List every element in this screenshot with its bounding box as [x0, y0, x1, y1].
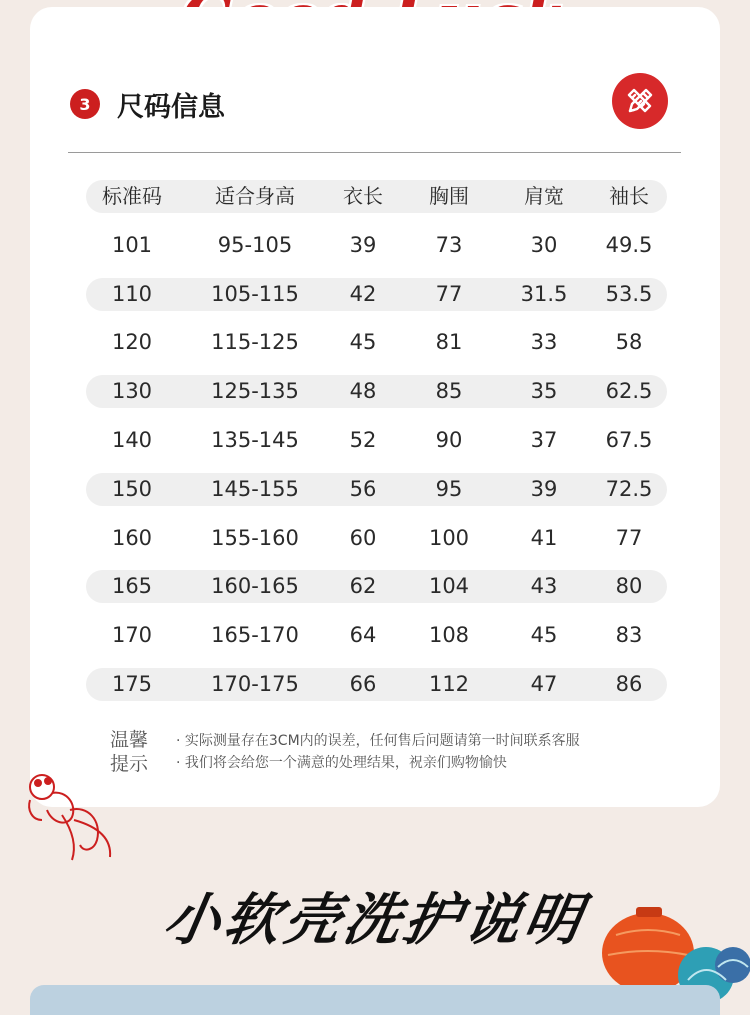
table-row [86, 570, 667, 603]
table-cell: 155-160 [211, 525, 299, 550]
table-cell: 77 [435, 281, 463, 306]
table-cell: 115-125 [211, 330, 299, 355]
table-cell: 31.5 [520, 281, 568, 306]
table-cell: 39 [349, 232, 377, 257]
header-cell: 肩宽 [524, 184, 564, 208]
table-cell: 45 [530, 623, 558, 648]
table-cell: 110 [111, 281, 153, 306]
table-cell: 83 [615, 623, 643, 648]
tip-item: · 实际测量存在3CM内的误差，任何售后问题请第一时间联系客服 [176, 733, 580, 749]
goldfish-illustration [22, 765, 122, 869]
table-cell: 73 [435, 232, 463, 257]
size-table [86, 180, 667, 717]
table-cell: 80 [615, 574, 643, 599]
table-cell: 60 [349, 525, 377, 550]
table-cell: 95 [435, 476, 463, 501]
table-cell: 160-165 [211, 574, 299, 599]
section-number-badge: 3 [70, 89, 100, 119]
table-cell: 95-105 [217, 232, 293, 257]
header-cell: 胸围 [429, 184, 469, 208]
header-cell: 袖长 [609, 184, 649, 208]
table-row [86, 619, 667, 652]
table-cell: 165 [111, 574, 153, 599]
table-cell: 150 [111, 476, 153, 501]
table-cell: 140 [111, 427, 153, 452]
table-cell: 105-115 [211, 281, 299, 306]
table-cell: 49.5 [605, 232, 653, 257]
table-cell: 52 [349, 427, 377, 452]
table-cell: 67.5 [605, 427, 653, 452]
table-cell: 41 [530, 525, 558, 550]
care-instructions-title: 小软壳洗护说明 [158, 888, 590, 953]
table-cell: 39 [530, 476, 558, 501]
table-cell: 72.5 [605, 476, 653, 501]
pencil-ruler-icon [612, 73, 668, 129]
table-cell: 112 [428, 671, 470, 696]
table-row [86, 522, 667, 555]
table-row [86, 278, 667, 311]
table-cell: 145-155 [211, 476, 299, 501]
table-cell: 48 [349, 379, 377, 404]
table-cell: 56 [349, 476, 377, 501]
table-cell: 100 [428, 525, 470, 550]
table-cell: 81 [435, 330, 463, 355]
table-cell: 53.5 [605, 281, 653, 306]
table-cell: 30 [530, 232, 558, 257]
header-cell: 适合身高 [215, 184, 295, 208]
table-row [86, 229, 667, 262]
divider [68, 152, 681, 153]
table-cell: 47 [530, 671, 558, 696]
table-cell: 165-170 [211, 623, 299, 648]
table-row [86, 473, 667, 506]
table-cell: 175 [111, 671, 153, 696]
tips-label: 温馨提示 [110, 729, 149, 775]
tip-item: · 我们将会给您一个满意的处理结果，祝亲们购物愉快 [176, 755, 507, 771]
table-cell: 125-135 [211, 379, 299, 404]
header-cell: 衣长 [343, 184, 383, 208]
table-cell: 45 [349, 330, 377, 355]
table-cell: 77 [615, 525, 643, 550]
table-cell: 170 [111, 623, 153, 648]
table-cell: 101 [111, 232, 153, 257]
table-cell: 66 [349, 671, 377, 696]
table-cell: 42 [349, 281, 377, 306]
table-cell: 35 [530, 379, 558, 404]
table-cell: 108 [428, 623, 470, 648]
table-row [86, 668, 667, 701]
table-cell: 58 [615, 330, 643, 355]
table-row [86, 375, 667, 408]
table-cell: 86 [615, 671, 643, 696]
table-cell: 160 [111, 525, 153, 550]
table-cell: 62 [349, 574, 377, 599]
table-cell: 90 [435, 427, 463, 452]
section-title: 尺码信息 [117, 92, 225, 123]
table-cell: 170-175 [211, 671, 299, 696]
table-cell: 37 [530, 427, 558, 452]
tips-list [176, 730, 580, 774]
table-cell: 64 [349, 623, 377, 648]
table-cell: 104 [428, 574, 470, 599]
table-header-row [86, 180, 667, 213]
table-cell: 135-145 [211, 427, 299, 452]
header-cell: 标准码 [102, 184, 162, 208]
table-row [86, 424, 667, 457]
table-cell: 43 [530, 574, 558, 599]
table-cell: 120 [111, 330, 153, 355]
table-cell: 62.5 [605, 379, 653, 404]
table-cell: 85 [435, 379, 463, 404]
table-cell: 130 [111, 379, 153, 404]
table-row [86, 326, 667, 359]
next-section-banner [30, 985, 720, 1015]
table-cell: 33 [530, 330, 558, 355]
